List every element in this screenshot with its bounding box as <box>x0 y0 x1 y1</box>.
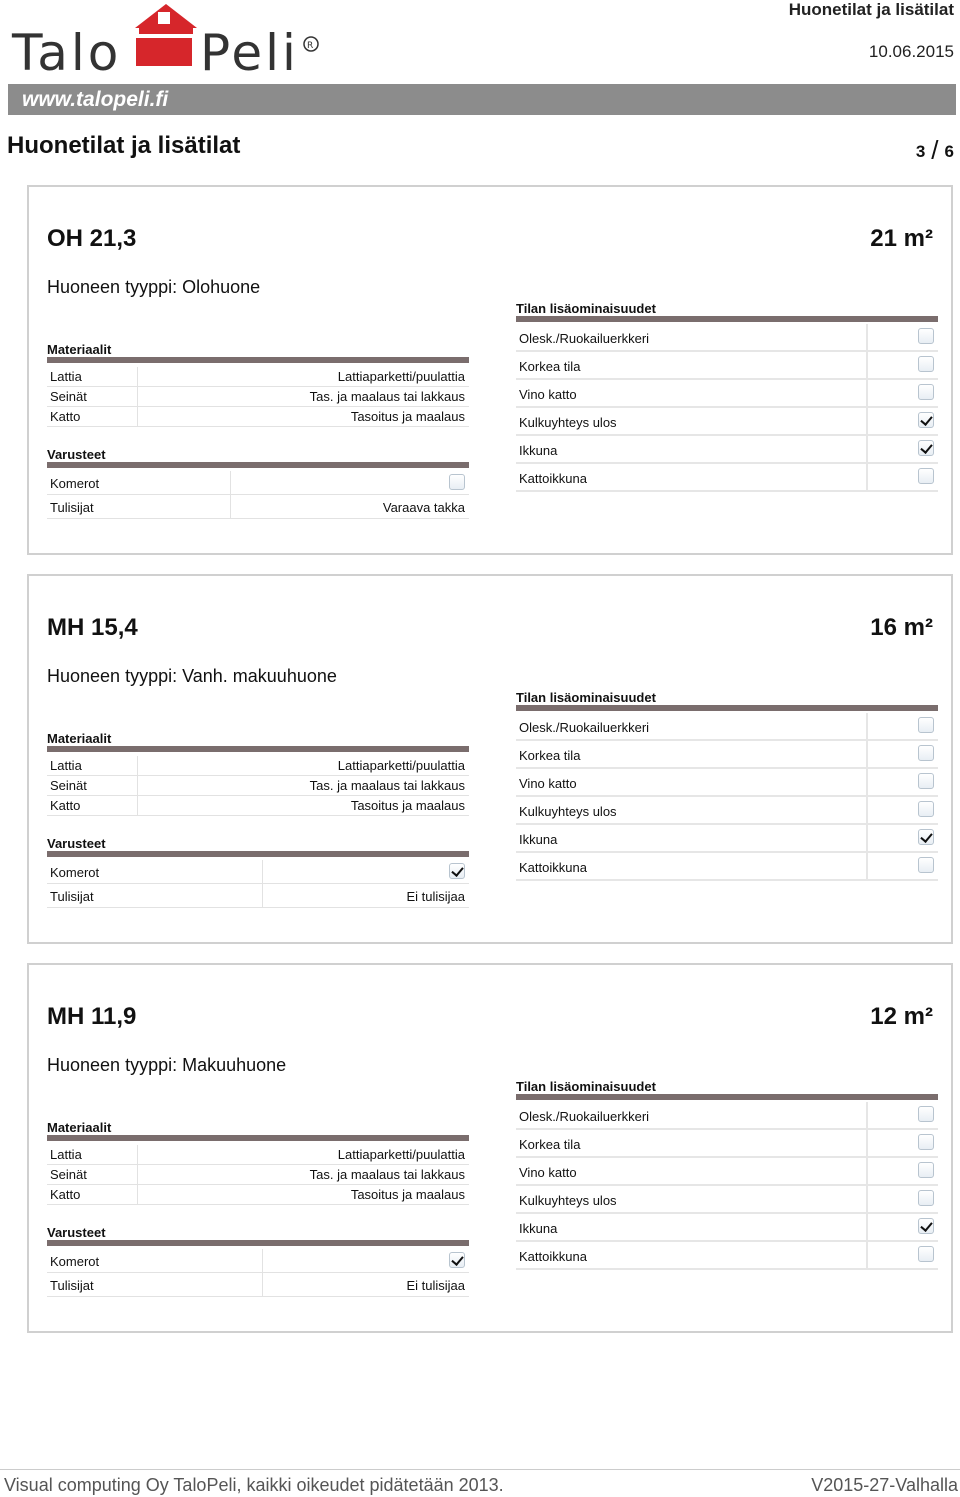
material-value: Lattiaparketti/puulattia <box>337 758 465 773</box>
row-divider <box>137 796 138 815</box>
row-divider <box>866 1130 868 1156</box>
row-divider <box>137 407 138 426</box>
row-divider <box>137 1145 138 1164</box>
equipment-checkbox[interactable] <box>449 863 465 879</box>
material-value: Tas. ja maalaus tai lakkaus <box>309 778 465 793</box>
property-label: Kattoikkuna <box>519 1249 587 1264</box>
page-total: 6 <box>944 142 954 161</box>
materials-title: Materiaalit <box>47 731 112 746</box>
row-divider <box>866 464 868 490</box>
header-title: Huonetilat ja lisätilat <box>788 0 954 19</box>
property-row <box>516 797 938 825</box>
property-row <box>516 741 938 769</box>
equipment-title: Varusteet <box>47 447 106 462</box>
material-value: Tas. ja maalaus tai lakkaus <box>309 389 465 404</box>
properties-title: Tilan lisäominaisuudet <box>516 301 656 316</box>
property-row <box>516 713 938 741</box>
page-current: 3 <box>915 142 926 161</box>
equipment-row <box>47 495 469 519</box>
property-row <box>516 1102 938 1130</box>
property-label: Korkea tila <box>519 1137 581 1152</box>
row-divider <box>866 713 868 739</box>
material-label: Seinät <box>50 1167 87 1182</box>
property-label: Olesk./Ruokailuerkkeri <box>519 1109 650 1124</box>
equipment-checkbox[interactable] <box>449 474 465 490</box>
property-row <box>516 408 938 436</box>
footer-copyright: Visual computing Oy TaloPeli, kaikki oikeudet pidätetään 2013. <box>4 1475 504 1495</box>
materials-bar <box>47 357 469 363</box>
row-divider <box>866 797 868 823</box>
property-label: Kattoikkuna <box>519 471 587 486</box>
property-checkbox[interactable] <box>918 468 934 484</box>
row-divider <box>137 387 138 406</box>
room-area: 16 m² <box>870 614 933 641</box>
material-row <box>47 1185 469 1205</box>
properties-bar <box>516 316 938 322</box>
footer-version: V2015-27-Valhalla <box>811 1475 958 1495</box>
row-divider <box>230 495 231 518</box>
property-row <box>516 1186 938 1214</box>
property-checkbox[interactable] <box>918 773 934 789</box>
equipment-label: Tulisijat <box>50 1278 94 1293</box>
property-row <box>516 853 938 881</box>
property-label: Vino katto <box>519 776 577 791</box>
property-label: Kulkuyhteys ulos <box>519 1193 617 1208</box>
row-divider <box>866 741 868 767</box>
row-divider <box>262 1273 263 1296</box>
row-divider <box>137 756 138 775</box>
equipment-label: Komerot <box>50 865 100 880</box>
properties-bar <box>516 705 938 711</box>
material-row <box>47 407 469 427</box>
property-checkbox[interactable] <box>918 745 934 761</box>
property-row <box>516 1214 938 1242</box>
property-row <box>516 436 938 464</box>
equipment-value: Ei tulisijaa <box>406 889 465 904</box>
row-divider <box>866 853 868 879</box>
material-label: Seinät <box>50 778 87 793</box>
room-name: MH 15,4 <box>47 614 138 641</box>
material-label: Lattia <box>50 369 82 384</box>
equipment-value: Varaava takka <box>382 500 465 515</box>
property-row <box>516 1158 938 1186</box>
row-divider <box>262 1249 263 1272</box>
materials-bar <box>47 746 469 752</box>
property-row <box>516 324 938 352</box>
materials-title: Materiaalit <box>47 342 112 357</box>
equipment-row <box>47 884 469 908</box>
page-number <box>916 133 954 164</box>
svg-text:R: R <box>307 41 314 51</box>
material-value: Tas. ja maalaus tai lakkaus <box>309 1167 465 1182</box>
room-area: 21 m² <box>870 225 933 252</box>
properties-title: Tilan lisäominaisuudet <box>516 1079 656 1094</box>
row-divider <box>137 1185 138 1204</box>
property-checkbox[interactable] <box>918 857 934 873</box>
row-divider <box>866 1186 868 1212</box>
room-type: Huoneen tyyppi: Olohuone <box>47 277 261 297</box>
material-value: Lattiaparketti/puulattia <box>337 369 465 384</box>
page-title: Huonetilat ja lisätilat <box>7 132 241 159</box>
property-label: Ikkuna <box>519 1221 558 1236</box>
row-divider <box>262 884 263 907</box>
property-checkbox[interactable] <box>918 1162 934 1178</box>
equipment-value: Ei tulisijaa <box>406 1278 465 1293</box>
room-name: MH 11,9 <box>47 1003 137 1030</box>
site-url-link[interactable]: www.talopeli.fi <box>22 88 169 111</box>
material-value: Tasoitus ja maalaus <box>350 409 465 424</box>
row-divider <box>866 1242 868 1268</box>
property-checkbox[interactable] <box>918 1106 934 1122</box>
svg-text:Peli: Peli <box>200 24 299 82</box>
property-checkbox[interactable] <box>918 356 934 372</box>
property-label: Vino katto <box>519 1165 577 1180</box>
header-date: 10.06.2015 <box>868 42 954 61</box>
material-row <box>47 367 469 387</box>
material-label: Katto <box>50 1187 81 1202</box>
row-divider <box>866 1214 868 1240</box>
room-area: 12 m² <box>870 1003 933 1030</box>
property-checkbox[interactable] <box>918 328 934 344</box>
room-panel <box>27 185 953 555</box>
material-label: Lattia <box>50 1147 82 1162</box>
materials-bar <box>47 1135 469 1141</box>
property-label: Vino katto <box>519 387 577 402</box>
material-label: Katto <box>50 798 81 813</box>
property-row <box>516 352 938 380</box>
property-label: Korkea tila <box>519 748 581 763</box>
row-divider <box>262 860 263 883</box>
row-divider <box>866 408 868 434</box>
property-checkbox[interactable] <box>918 1190 934 1206</box>
talopeli-logo <box>10 2 330 82</box>
material-value: Lattiaparketti/puulattia <box>337 1147 465 1162</box>
page-slash: / <box>931 135 939 165</box>
room-name: OH 21,3 <box>47 225 137 252</box>
material-row <box>47 387 469 407</box>
row-divider <box>866 324 868 350</box>
material-row <box>47 756 469 776</box>
property-label: Olesk./Ruokailuerkkeri <box>519 331 650 346</box>
material-label: Katto <box>50 409 81 424</box>
property-row <box>516 380 938 408</box>
room-panel <box>27 574 953 944</box>
equipment-bar <box>47 1240 469 1246</box>
footer-divider <box>0 1469 960 1470</box>
row-divider <box>866 1102 868 1128</box>
row-divider <box>866 769 868 795</box>
materials-title: Materiaalit <box>47 1120 112 1135</box>
property-checkbox[interactable] <box>918 440 934 456</box>
equipment-row <box>47 860 469 884</box>
room-panel <box>27 963 953 1333</box>
equipment-row <box>47 471 469 495</box>
property-checkbox[interactable] <box>918 717 934 733</box>
property-checkbox[interactable] <box>918 829 934 845</box>
equipment-row <box>47 1249 469 1273</box>
room-type: Huoneen tyyppi: Makuuhuone <box>47 1055 287 1075</box>
equipment-label: Komerot <box>50 1254 100 1269</box>
equipment-bar <box>47 462 469 468</box>
row-divider <box>137 1165 138 1184</box>
row-divider <box>866 380 868 406</box>
property-checkbox[interactable] <box>918 412 934 428</box>
properties-title: Tilan lisäominaisuudet <box>516 690 656 705</box>
url-bar <box>8 84 956 115</box>
property-label: Ikkuna <box>519 832 558 847</box>
property-label: Olesk./Ruokailuerkkeri <box>519 720 650 735</box>
property-label: Kulkuyhteys ulos <box>519 415 617 430</box>
property-checkbox[interactable] <box>918 1218 934 1234</box>
equipment-title: Varusteet <box>47 1225 106 1240</box>
property-label: Ikkuna <box>519 443 558 458</box>
row-divider <box>230 471 231 494</box>
equipment-checkbox[interactable] <box>449 1252 465 1268</box>
material-row <box>47 1145 469 1165</box>
property-checkbox[interactable] <box>918 801 934 817</box>
property-row <box>516 1242 938 1270</box>
row-divider <box>137 776 138 795</box>
equipment-bar <box>47 851 469 857</box>
material-label: Lattia <box>50 758 82 773</box>
property-checkbox[interactable] <box>918 384 934 400</box>
equipment-label: Tulisijat <box>50 500 94 515</box>
properties-bar <box>516 1094 938 1100</box>
property-checkbox[interactable] <box>918 1134 934 1150</box>
row-divider <box>866 352 868 378</box>
material-value: Tasoitus ja maalaus <box>350 1187 465 1202</box>
property-label: Kattoikkuna <box>519 860 587 875</box>
property-row <box>516 464 938 492</box>
property-row <box>516 1130 938 1158</box>
equipment-title: Varusteet <box>47 836 106 851</box>
material-label: Seinät <box>50 389 87 404</box>
row-divider <box>866 1158 868 1184</box>
material-row <box>47 796 469 816</box>
row-divider <box>866 436 868 462</box>
property-label: Korkea tila <box>519 359 581 374</box>
svg-text:Talo: Talo <box>12 24 122 82</box>
room-type: Huoneen tyyppi: Vanh. makuuhuone <box>47 666 337 686</box>
property-row <box>516 769 938 797</box>
equipment-label: Tulisijat <box>50 889 94 904</box>
property-row <box>516 825 938 853</box>
property-label: Kulkuyhteys ulos <box>519 804 617 819</box>
material-row <box>47 1165 469 1185</box>
property-checkbox[interactable] <box>918 1246 934 1262</box>
equipment-row <box>47 1273 469 1297</box>
row-divider <box>137 367 138 386</box>
row-divider <box>866 825 868 851</box>
material-row <box>47 776 469 796</box>
material-value: Tasoitus ja maalaus <box>350 798 465 813</box>
equipment-label: Komerot <box>50 476 100 491</box>
